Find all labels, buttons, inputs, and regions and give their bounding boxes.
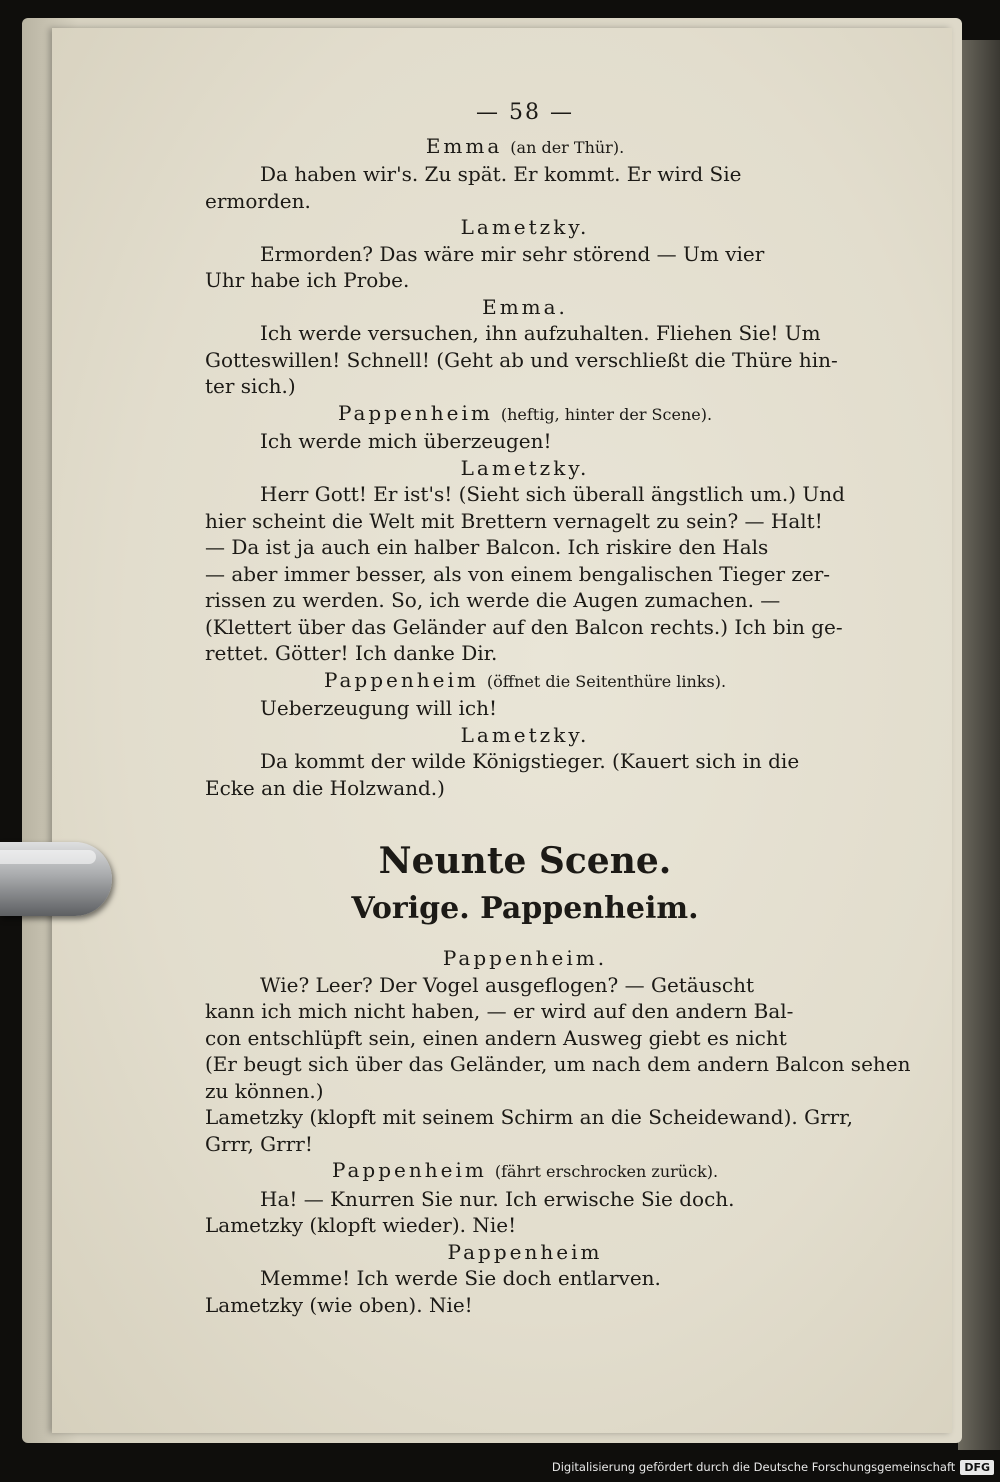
- text-line: Ich werde mich überzeugen!: [260, 429, 552, 453]
- text-line: — Da ist ja auch ein halber Balcon. Ich riskire den Hals: [205, 535, 769, 559]
- text-line: (Klettert über das Geländer auf den Balcon rechts.) Ich bin ge-: [205, 614, 843, 639]
- text-line: Uhr habe ich Probe.: [205, 268, 410, 292]
- footer-text: Digitalisierung gefördert durch die Deutsche Forschungsgemeinschaft: [551, 1460, 956, 1474]
- speaker-name: [205, 133, 845, 162]
- text-line: Da haben wir's. Zu spät. Er kommt. Er wird Sie: [260, 162, 742, 186]
- text-line: Memme! Ich werde Sie doch entlarven.: [260, 1266, 661, 1290]
- speaker-name: [205, 214, 845, 241]
- text-line: con entschlüpft sein, einen andern Ausweg giebt es nicht: [205, 1025, 787, 1050]
- text-line: ter sich.): [205, 374, 296, 398]
- stage-direction: (heftig, hinter der Scene).: [500, 404, 713, 424]
- speaker-label: Pappenheim: [337, 400, 493, 425]
- text-line: ermorden.: [205, 188, 311, 213]
- text-line: Grrr, Grrr!: [205, 1131, 313, 1156]
- text-line: (Er beugt sich über das Geländer, um nach dem andern Balcon sehen: [205, 1052, 911, 1076]
- text-blocks: [205, 133, 911, 1319]
- speaker-name: [205, 945, 845, 972]
- scene-characters: Vorige. Pappenheim.: [351, 891, 699, 926]
- speaker-label: Pappenheim.: [442, 946, 608, 970]
- stage-direction: (öffnet die Seitenthüre links).: [486, 671, 727, 691]
- text-line: Ermorden? Das wäre mir sehr störend — Um vier: [260, 241, 765, 266]
- speaker-label: Lametzky.: [460, 455, 590, 480]
- text-line: rissen zu werden. So, ich werde die Augen zumachen. —: [205, 588, 781, 612]
- text-line: hier scheint die Welt mit Brettern vernagelt zu sein? — Halt!: [205, 508, 823, 533]
- digitization-footer: [552, 1456, 994, 1478]
- page-number: — 58 —: [476, 100, 574, 125]
- speaker-label: Lametzky.: [460, 215, 590, 239]
- speaker-name: [205, 455, 845, 482]
- scene-heading: Neunte Scene.: [378, 840, 672, 882]
- text-line: Da kommt der wilde Königstieger. (Kauert sich in die: [260, 749, 800, 773]
- text-line: Ueberzeugung will ich!: [260, 696, 498, 720]
- text-line: Lametzky (wie oben). Nie!: [205, 1292, 473, 1317]
- speaker-label: Pappenheim: [447, 1239, 603, 1264]
- speaker-label: Emma.: [482, 294, 568, 319]
- speaker-name: [205, 1239, 845, 1266]
- speaker-label: Pappenheim: [331, 1158, 487, 1182]
- text-line: Wie? Leer? Der Vogel ausgeflogen? — Getäuscht: [260, 972, 755, 997]
- stage-direction: (fährt erschrocken zurück).: [494, 1162, 719, 1181]
- page-text: [205, 100, 911, 1318]
- text-line: — aber immer besser, als von einem bengalischen Tieger zer-: [205, 561, 831, 586]
- text-line: Herr Gott! Er ist's! (Sieht sich überall ängstlich um.) Und: [260, 482, 845, 506]
- text-line: Ha! — Knurren Sie nur. Ich erwische Sie doch.: [260, 1186, 735, 1211]
- speaker-label: Lametzky.: [460, 722, 590, 747]
- speaker-name: [205, 722, 845, 749]
- background-edge: [958, 40, 1000, 1450]
- text-line: Ecke an die Holzwand.): [205, 775, 445, 800]
- stage-direction: (an der Thür).: [510, 137, 625, 157]
- speaker-name: [205, 667, 845, 696]
- text-line: Gotteswillen! Schnell! (Geht ab und verschließt die Thüre hin-: [205, 347, 838, 372]
- dfg-logo-icon: DFG: [960, 1460, 994, 1475]
- page-clip-highlight: [0, 850, 96, 864]
- speaker-label: Pappenheim: [323, 667, 479, 692]
- speaker-name: [205, 1157, 845, 1186]
- text-line: rettet. Götter! Ich danke Dir.: [205, 641, 498, 665]
- speaker-label: Emma: [425, 133, 503, 158]
- text-line: Lametzky (klopft mit seinem Schirm an die Scheidewand). Grrr,: [205, 1105, 853, 1129]
- speaker-name: [205, 400, 845, 429]
- text-line: kann ich mich nicht haben, — er wird auf den andern Bal-: [205, 999, 794, 1023]
- text-line: Lametzky (klopft wieder). Nie!: [205, 1213, 517, 1237]
- text-line: zu können.): [205, 1078, 324, 1103]
- speaker-name: [205, 294, 845, 321]
- text-line: Ich werde versuchen, ihn aufzuhalten. Fliehen Sie! Um: [260, 321, 821, 345]
